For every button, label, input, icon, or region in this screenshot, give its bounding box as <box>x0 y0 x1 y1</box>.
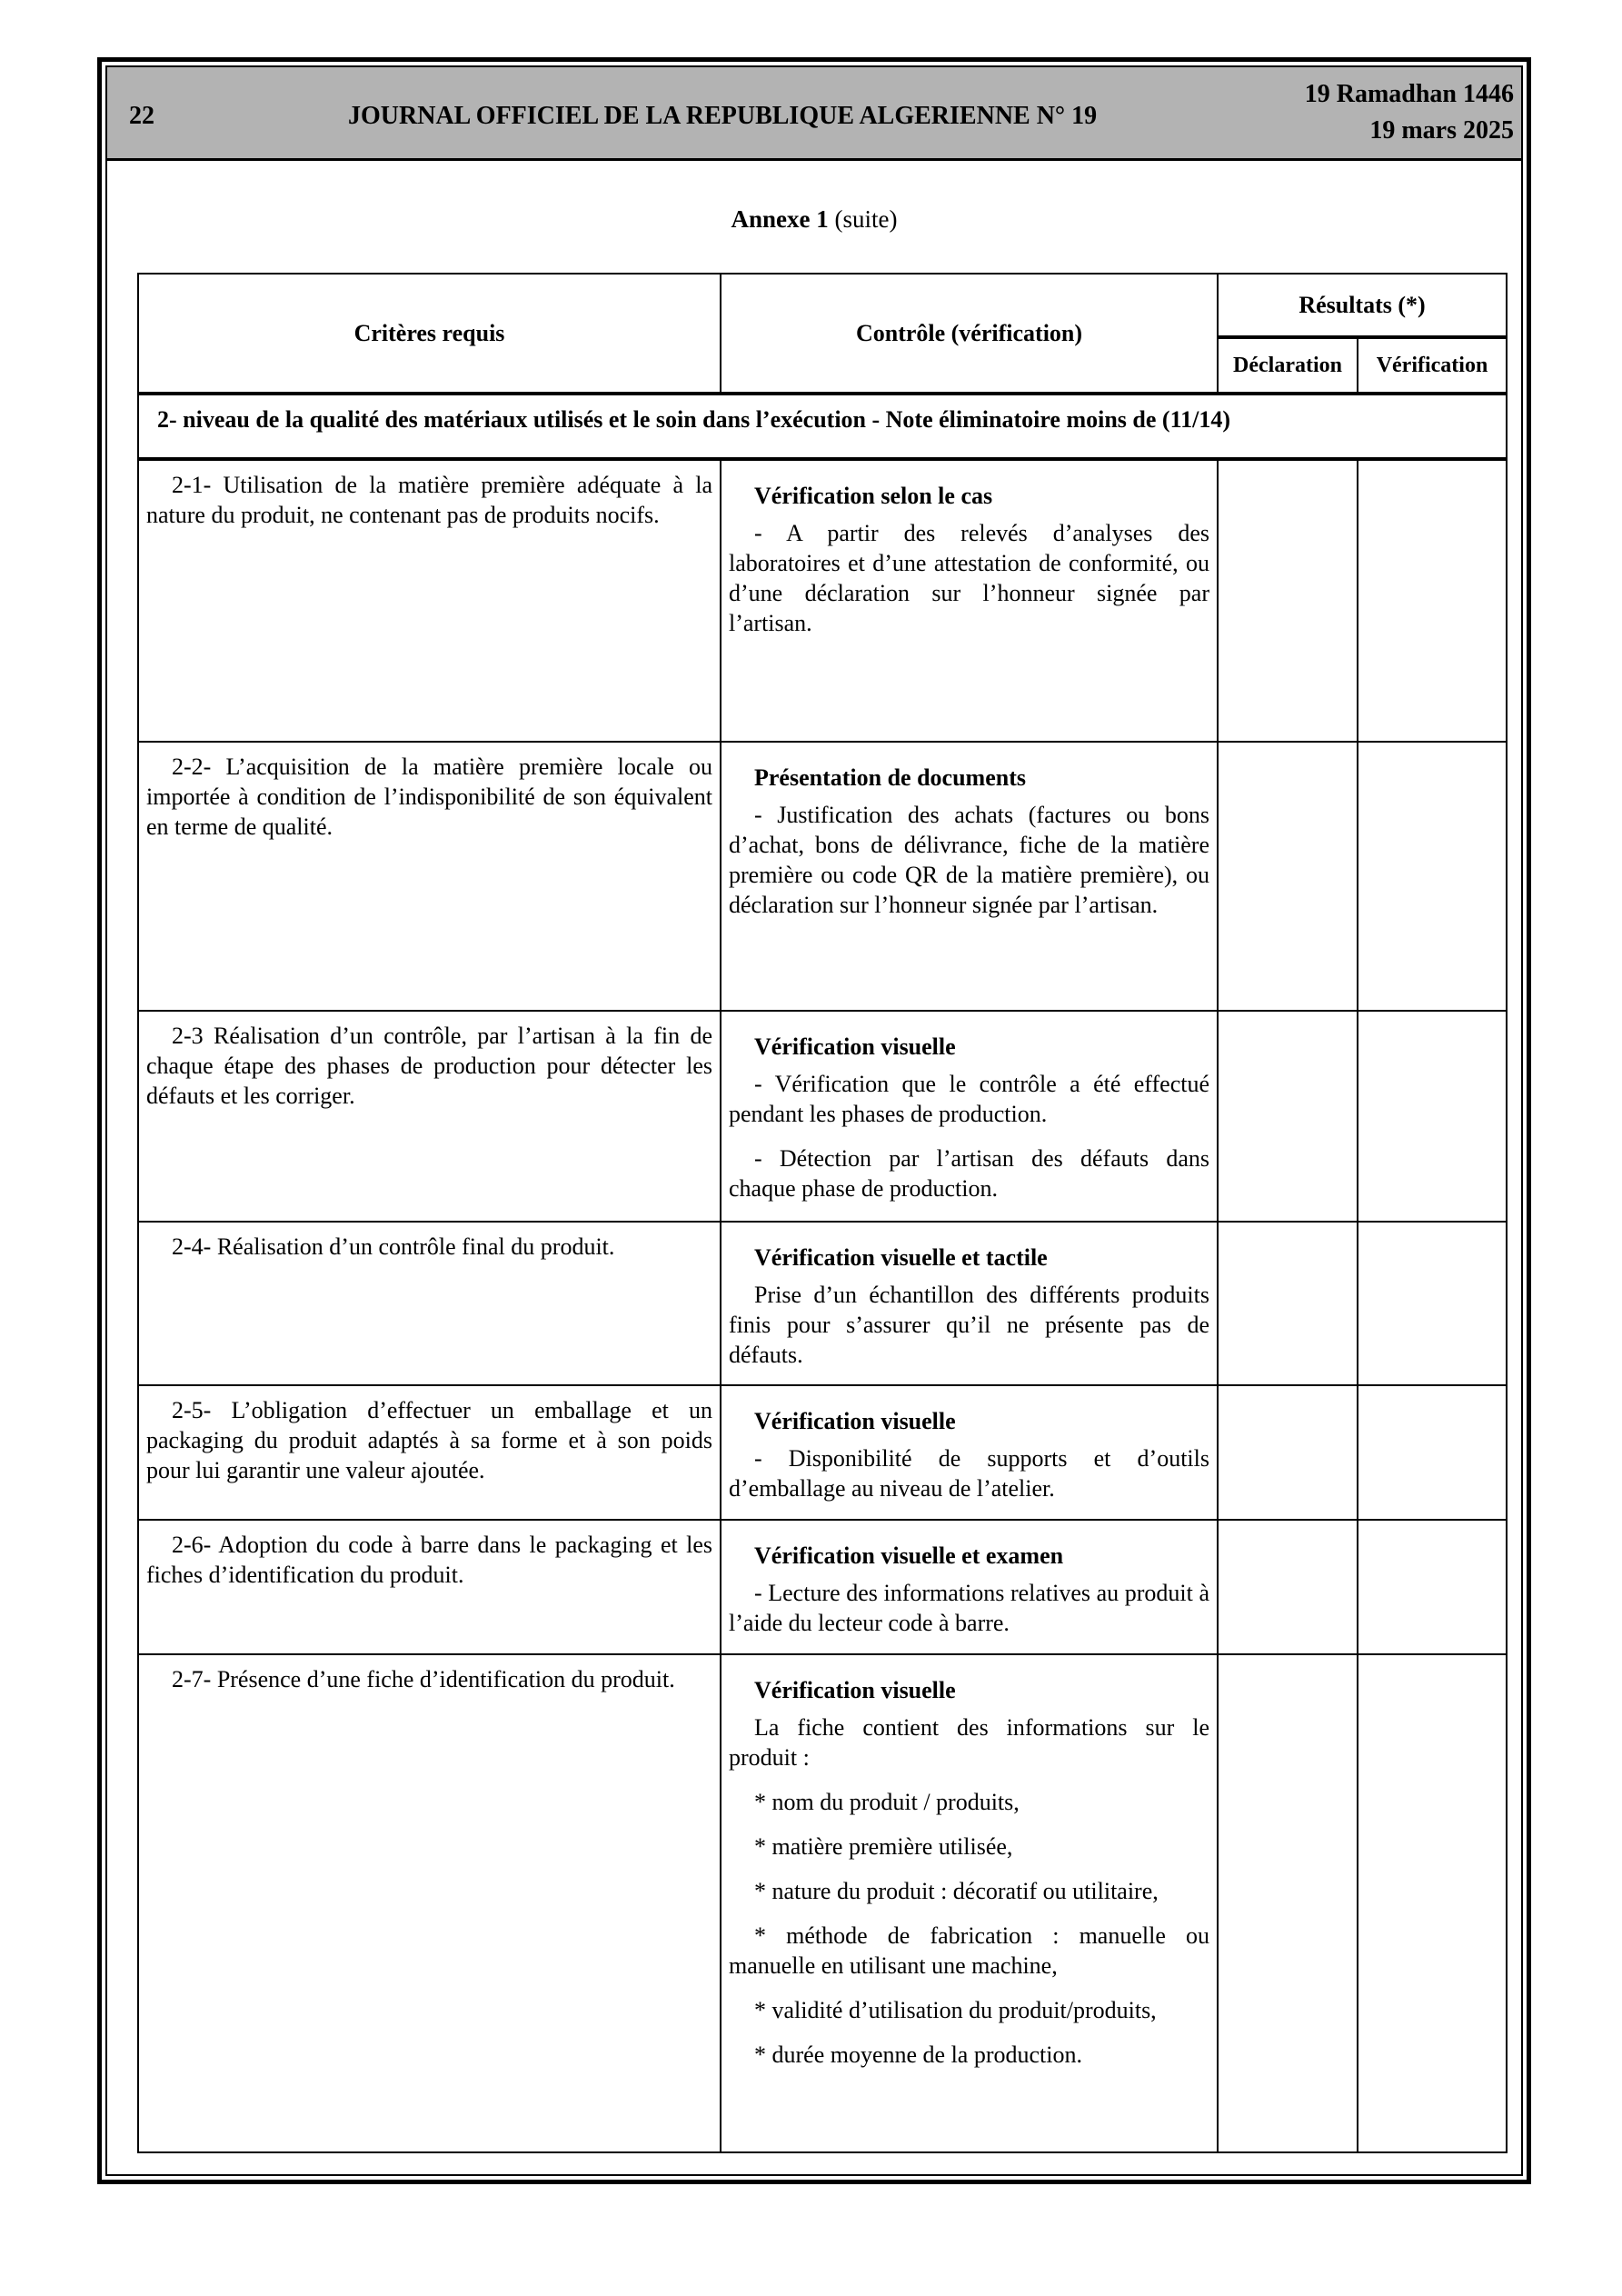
issue-dates <box>1305 76 1514 149</box>
annex-suffix: (suite) <box>834 205 898 233</box>
control-item: * validité d’utilisation du produit/produits, <box>754 1997 1157 2023</box>
section-heading: 2- niveau de la qualité des matériaux utilisés et le soin dans l’exécution - Note éliminatoire moins de (11/14) <box>138 394 1507 459</box>
control-heading: Vérification visuelle <box>754 1033 956 1060</box>
control-item: - A partir des relevés d’analyses des laboratoires et d’une attestation de conformité, ou d’une déclaration sur l’honneur signée par l’artisan. <box>729 520 1209 636</box>
control-heading: Vérification visuelle <box>754 1677 956 1703</box>
table-row <box>138 1654 1507 2152</box>
criteria-cell <box>138 1222 721 1385</box>
control-heading: Vérification visuelle <box>754 1408 956 1434</box>
control-cell <box>721 459 1218 742</box>
criteria-cell <box>138 1011 721 1222</box>
criteria-cell <box>138 1654 721 2152</box>
criteria-text: 2-2- L’acquisition de la matière première locale ou importée à condition de l’indisponibilité de son équivalent en terme de qualité. <box>146 754 712 840</box>
col-verification: Vérification <box>1358 337 1507 394</box>
control-cell <box>721 1222 1218 1385</box>
verification-cell[interactable] <box>1358 1385 1507 1520</box>
verification-cell[interactable] <box>1358 1520 1507 1654</box>
control-cell <box>721 742 1218 1011</box>
criteria-text: 2-4- Réalisation d’un contrôle final du produit. <box>172 1233 615 1260</box>
criteria-text: 2-5- L’obligation d’effectuer un emballage et un packaging du produit adaptés à sa forme et à son poids pour lui garantir une valeur ajoutée. <box>146 1397 712 1483</box>
criteria-text: 2-7- Présence d’une fiche d’identification du produit. <box>172 1666 675 1692</box>
criteria-text: 2-3 Réalisation d’un contrôle, par l’artisan à la fin de chaque étape des phases de production pour détecter les défauts et les corriger. <box>146 1023 712 1109</box>
verification-cell[interactable] <box>1358 1011 1507 1222</box>
table-row <box>138 742 1507 1011</box>
table-row <box>138 1520 1507 1654</box>
declaration-cell[interactable] <box>1218 459 1358 742</box>
page-number: 22 <box>129 102 154 130</box>
page-frame-inner <box>105 65 1523 2176</box>
verification-cell[interactable] <box>1358 742 1507 1011</box>
control-heading: Vérification visuelle et tactile <box>754 1244 1048 1271</box>
control-heading: Présentation de documents <box>754 764 1026 791</box>
control-item: - Vérification que le contrôle a été effectué pendant les phases de production. <box>729 1071 1209 1127</box>
control-item: - Détection par l’artisan des défauts dans chaque phase de production. <box>729 1145 1209 1202</box>
control-item: * durée moyenne de la production. <box>754 2041 1082 2068</box>
criteria-text: 2-6- Adoption du code à barre dans le packaging et les fiches d’identification du produit. <box>146 1532 712 1588</box>
control-item: * nature du produit : décoratif ou utilitaire, <box>754 1878 1159 1904</box>
control-cell <box>721 1385 1218 1520</box>
control-item: - Justification des achats (factures ou bons d’achat, bons de délivrance, fiche de la matière première ou code QR de la matière première), ou déclaration sur l’honneur signée par l’artisan. <box>729 802 1209 918</box>
table-row <box>138 1011 1507 1222</box>
declaration-cell[interactable] <box>1218 1385 1358 1520</box>
verification-cell[interactable] <box>1358 459 1507 742</box>
journal-title: JOURNAL OFFICIEL DE LA REPUBLIQUE ALGERIENNE N° 19 <box>348 102 1098 130</box>
declaration-cell[interactable] <box>1218 742 1358 1011</box>
control-item: La fiche contient des informations sur le produit : <box>729 1714 1209 1771</box>
col-results: Résultats (*) <box>1218 274 1507 337</box>
verification-cell[interactable] <box>1358 1222 1507 1385</box>
control-item: - Lecture des informations relatives au produit à l’aide du lecteur code à barre. <box>729 1580 1209 1636</box>
col-criteria: Critères requis <box>138 274 721 394</box>
criteria-cell <box>138 742 721 1011</box>
gregorian-date: 19 mars 2025 <box>1369 116 1514 145</box>
criteria-cell <box>138 1520 721 1654</box>
control-heading: Vérification selon le cas <box>754 483 993 509</box>
criteria-text: 2-1- Utilisation de la matière première adéquate à la nature du produit, ne contenant pas de produits nocifs. <box>146 472 712 528</box>
table-row <box>138 459 1507 742</box>
control-cell <box>721 1654 1218 2152</box>
control-heading: Vérification visuelle et examen <box>754 1542 1064 1569</box>
verification-cell[interactable] <box>1358 1654 1507 2152</box>
control-item: - Disponibilité de supports et d’outils d’emballage au niveau de l’atelier. <box>729 1445 1209 1502</box>
criteria-table <box>137 273 1508 2153</box>
table-row <box>138 1222 1507 1385</box>
hijri-date: 19 Ramadhan 1446 <box>1304 80 1514 108</box>
control-item: * méthode de fabrication : manuelle ou manuelle en utilisant une machine, <box>729 1922 1209 1979</box>
control-item: * matière première utilisée, <box>754 1833 1013 1860</box>
declaration-cell[interactable] <box>1218 1011 1358 1222</box>
declaration-cell[interactable] <box>1218 1222 1358 1385</box>
annex-name: Annexe 1 <box>731 205 829 233</box>
annex-title <box>107 205 1521 234</box>
control-cell <box>721 1011 1218 1222</box>
declaration-cell[interactable] <box>1218 1654 1358 2152</box>
criteria-cell <box>138 459 721 742</box>
col-control: Contrôle (vérification) <box>721 274 1218 394</box>
table-row <box>138 1385 1507 1520</box>
control-item: Prise d’un échantillon des différents produits finis pour s’assurer qu’il ne présente pas de défauts. <box>729 1282 1209 1368</box>
col-declaration: Déclaration <box>1218 337 1358 394</box>
control-cell <box>721 1520 1218 1654</box>
criteria-cell <box>138 1385 721 1520</box>
declaration-cell[interactable] <box>1218 1520 1358 1654</box>
journal-header <box>107 67 1521 161</box>
control-item: * nom du produit / produits, <box>754 1789 1020 1815</box>
page-frame <box>97 57 1531 2184</box>
